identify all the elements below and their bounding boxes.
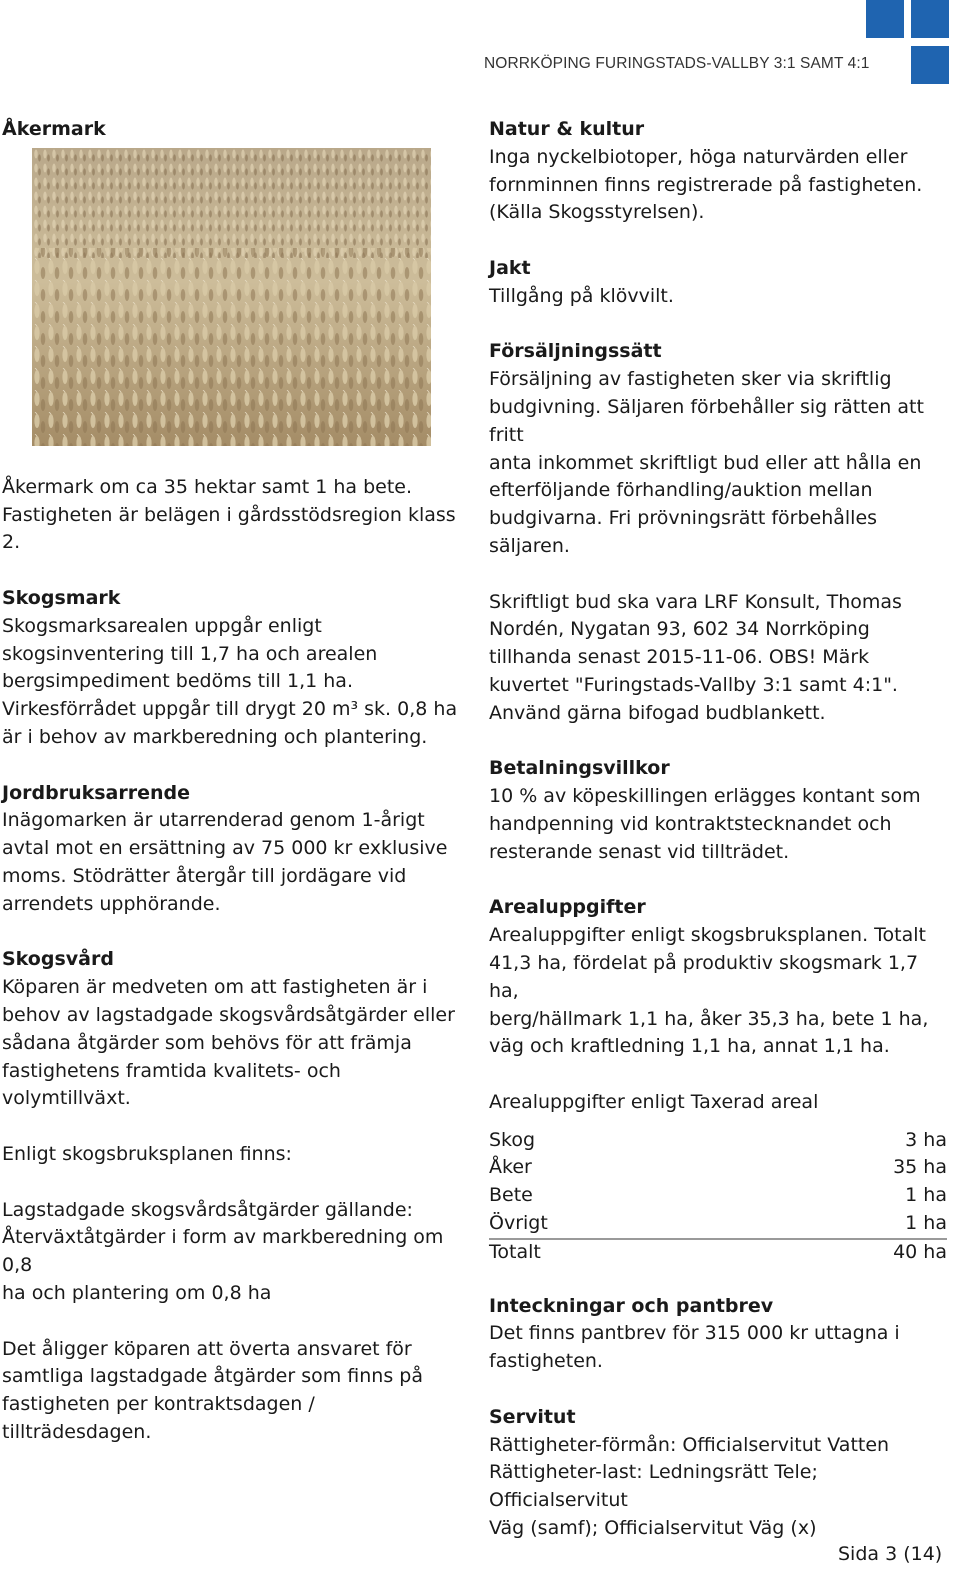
- section-arealuppgifter: [489, 894, 949, 1265]
- text-line: Väg (samf); Officialservitut Väg (x): [489, 1517, 817, 1540]
- section-inteckningar: [489, 1293, 949, 1376]
- text-line: handpenning vid kontraktstecknandet och: [489, 812, 892, 835]
- section-heading: Jordbruksarrende: [2, 781, 190, 804]
- section-heading: Servitut: [489, 1405, 576, 1428]
- text-line: fastigheten per kontraktsdagen / tillträdesdagen.: [2, 1393, 315, 1443]
- text-line: Det åligger köparen att överta ansvaret för: [2, 1337, 412, 1360]
- text-line: Inägomarken är utarrenderad genom 1-årigt: [2, 809, 425, 832]
- text-line: Fastigheten är belägen i gårdsstödsregion klass: [2, 503, 456, 526]
- text-line: fornminnen finns registrerade på fastigheten.: [489, 173, 923, 196]
- text-line: Åkermark om ca 35 hektar samt 1 ha bete.: [2, 475, 413, 498]
- page-number: Sida 3 (14): [838, 1543, 943, 1565]
- section-heading: Försäljningssätt: [489, 340, 662, 363]
- text-line: skogsinventering till 1,7 ha och arealen: [2, 642, 378, 665]
- section-akermark: [2, 116, 464, 557]
- text-line: tillhanda senast 2015-11-06. OBS! Märk: [489, 646, 870, 669]
- wheat-field-photo: [32, 148, 431, 446]
- text-line: ha och plantering om 0,8 ha: [2, 1281, 272, 1304]
- text-line: Lagstadgade skogsvårdsåtgärder gällande:: [2, 1198, 413, 1221]
- text-line: budgivning. Säljaren förbehåller sig rätten att fritt: [489, 395, 924, 446]
- text-line: Rättigheter-förmån: Officialservitut Vatten: [489, 1433, 890, 1456]
- section-servitut: [489, 1404, 949, 1543]
- section-heading: Skogsmark: [2, 586, 121, 609]
- section-heading: Åkermark: [2, 118, 106, 140]
- text-line: är i behov av markberedning och plantering.: [2, 725, 428, 748]
- text-line: resterande senast vid tillträdet.: [489, 840, 790, 863]
- text-line: Nordén, Nygatan 93, 602 34 Norrköping: [489, 618, 870, 641]
- text-line: avtal mot en ersättning av 75 000 kr exklusive: [2, 837, 448, 860]
- text-line: Återväxtåtgärder i form av markberedning om 0,8: [2, 1226, 444, 1277]
- text-line: Tillgång på klövvilt.: [489, 284, 674, 307]
- text-line: Rättigheter-last: Ledningsrätt Tele; Officialservitut: [489, 1461, 818, 1512]
- section-heading: Jakt: [489, 256, 531, 279]
- section-heading: Skogsvård: [2, 948, 114, 971]
- section-heading: Natur & kultur: [489, 118, 645, 140]
- text-line: Försäljning av fastigheten sker via skriftlig: [489, 368, 892, 391]
- section-natur-kultur: [489, 116, 949, 227]
- text-line: 41,3 ha, fördelat på produktiv skogsmark 1,7 ha,: [489, 951, 919, 1002]
- logo-square: [911, 0, 949, 38]
- text-line: anta inkommet skriftligt bud eller att hålla en: [489, 451, 922, 474]
- area-value: 3 ha: [905, 1128, 947, 1151]
- document-header-title: NORRKÖPING FURINGSTADS-VALLBY 3:1 SAMT 4:1: [484, 55, 870, 72]
- text-line: behov av lagstadgade skogsvårdsåtgärder eller: [2, 1003, 455, 1026]
- table-row: [489, 1154, 947, 1182]
- table-row: [489, 1210, 947, 1238]
- text-line: 10 % av köpeskillingen erlägges kontant som: [489, 785, 921, 808]
- section-jordbruksarrende: [2, 780, 464, 919]
- text-line: Virkesförrådet uppgår till drygt 20 m³ sk. 0,8 ha: [2, 698, 458, 721]
- text-line: sådana åtgärder som behövs för att främja: [2, 1031, 412, 1054]
- text-line: Använd gärna bifogad budblankett.: [489, 701, 826, 724]
- text-line: säljaren.: [489, 534, 570, 557]
- section-forsaljningssatt: [489, 338, 949, 727]
- section-heading: Arealuppgifter: [489, 896, 646, 919]
- text-line: väg och kraftledning 1,1 ha, annat 1,1 ha.: [489, 1035, 890, 1058]
- section-heading: Betalningsvillkor: [489, 757, 670, 780]
- section-heading: Inteckningar och pantbrev: [489, 1294, 774, 1317]
- area-value: 1 ha: [905, 1212, 947, 1235]
- area-label: Skog: [489, 1128, 536, 1151]
- area-table: [489, 1127, 947, 1265]
- text-line: Inga nyckelbiotoper, höga naturvärden eller: [489, 145, 908, 168]
- text-line: Arealuppgifter enligt Taxerad areal: [489, 1090, 819, 1113]
- section-skogsmark: [2, 585, 464, 752]
- table-row: [489, 1127, 947, 1155]
- text-line: Köparen är medveten om att fastigheten är i: [2, 976, 428, 999]
- right-column: [489, 116, 949, 1543]
- table-row: [489, 1182, 947, 1210]
- text-line: Skriftligt bud ska vara LRF Konsult, Thomas: [489, 590, 902, 613]
- text-line: Enligt skogsbruksplanen finns:: [2, 1142, 292, 1165]
- text-line: berg/hällmark 1,1 ha, åker 35,3 ha, bete 1 ha,: [489, 1007, 929, 1030]
- text-line: Det finns pantbrev för 315 000 kr uttagna i: [489, 1322, 900, 1345]
- text-line: samtliga lagstadgade åtgärder som finns på: [2, 1365, 423, 1388]
- logo-square: [866, 0, 904, 38]
- text-line: bergsimpediment bedöms till 1,1 ha.: [2, 670, 353, 693]
- text-line: Skogsmarksarealen uppgår enligt: [2, 614, 322, 637]
- text-line: kuvertet "Furingstads-Vallby 3:1 samt 4:1".: [489, 673, 898, 696]
- text-line: moms. Stödrätter återgår till jordägare vid: [2, 864, 407, 887]
- text-line: (Källa Skogsstyrelsen).: [489, 201, 705, 224]
- text-line: 2.: [2, 531, 21, 554]
- section-skogsvard: [2, 946, 464, 1446]
- area-total-label: Totalt: [489, 1240, 541, 1263]
- area-total-value: 40 ha: [893, 1240, 947, 1263]
- text-line: fastigheten.: [489, 1350, 603, 1373]
- table-total-row: [489, 1238, 947, 1265]
- text-line: arrendets upphörande.: [2, 892, 221, 915]
- text-line: budgivarna. Fri prövningsrätt förbehålles: [489, 507, 878, 530]
- section-jakt: [489, 255, 949, 311]
- area-value: 1 ha: [905, 1184, 947, 1207]
- text-line: efterföljande förhandling/auktion mellan: [489, 479, 873, 502]
- logo-square: [911, 46, 949, 84]
- area-label: Åker: [489, 1156, 532, 1179]
- text-line: Arealuppgifter enligt skogsbruksplanen. Totalt: [489, 924, 926, 947]
- area-value: 35 ha: [893, 1156, 947, 1179]
- text-line: fastighetens framtida kvalitets- och volymtillväxt.: [2, 1059, 341, 1110]
- area-label: Bete: [489, 1184, 533, 1207]
- left-column: [2, 116, 464, 1447]
- area-label: Övrigt: [489, 1212, 548, 1235]
- section-betalningsvillkor: [489, 755, 949, 866]
